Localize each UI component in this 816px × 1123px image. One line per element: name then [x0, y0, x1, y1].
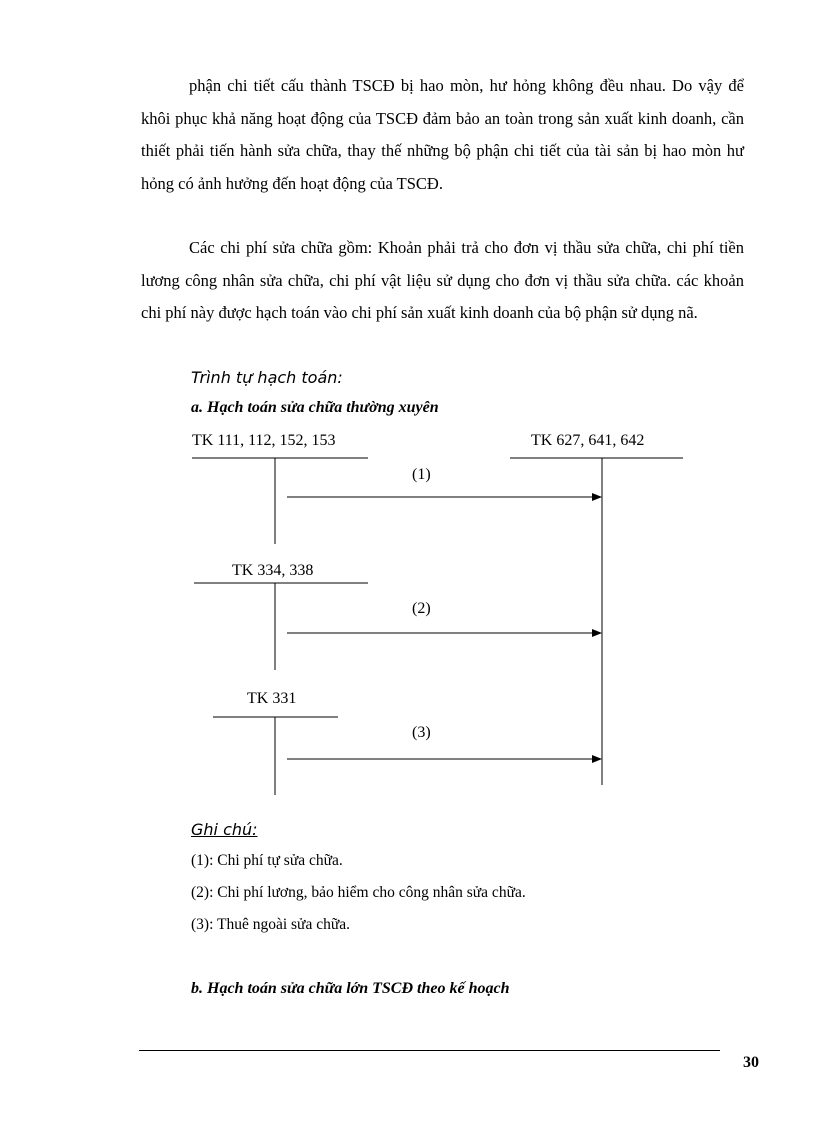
- account-source-3: TK 331: [247, 690, 297, 707]
- arrow-label-3: (3): [412, 724, 431, 741]
- note-item-1: (1): Chi phí tự sửa chữa.: [191, 852, 343, 869]
- paragraph-repair-costs: Các chi phí sửa chữa gồm: Khoản phải trả cho đơn vị thầu sửa chữa, chi phí tiền lương công nhân sửa chữa, chi phí vật liệu sử dụng cho đơn vị thầu sửa chữa. các khoản chi phí này được hạch toán vào chi phí sản xuất kinh doanh của bộ phận sử dụng nã.: [141, 238, 744, 322]
- procedure-label: Trình tự hạch toán:: [191, 368, 343, 387]
- arrow-label-2: (2): [412, 600, 431, 617]
- paragraph-repair-reason: phận chi tiết cấu thành TSCĐ bị hao mòn, hư hỏng không đều nhau. Do vậy để khôi phục khả năng hoạt động của TSCĐ đảm bảo an toàn trong sản xuất kinh doanh, cần thiết phải tiến hành sửa chữa, thay thế những bộ phận chi tiết của tài sản bị hao mòn hư hỏng có ảnh hưởng đến hoạt động của TSCĐ.: [141, 76, 744, 193]
- section-b-heading: b. Hạch toán sửa chữa lớn TSCĐ theo kế hoạch: [191, 980, 510, 997]
- section-a-heading: a. Hạch toán sửa chữa thường xuyên: [191, 399, 439, 416]
- footer-rule: [139, 1050, 720, 1051]
- account-source-2: TK 334, 338: [232, 562, 314, 579]
- note-item-2: (2): Chi phí lương, bảo hiểm cho công nhân sửa chữa.: [191, 884, 526, 901]
- account-target: TK 627, 641, 642: [531, 432, 645, 449]
- account-source-1: TK 111, 112, 152, 153: [192, 432, 336, 449]
- notes-title: Ghi chú:: [191, 820, 258, 839]
- arrow-label-1: (1): [412, 466, 431, 483]
- note-item-3: (3): Thuê ngoài sửa chữa.: [191, 916, 350, 933]
- page-number: 30: [743, 1054, 759, 1071]
